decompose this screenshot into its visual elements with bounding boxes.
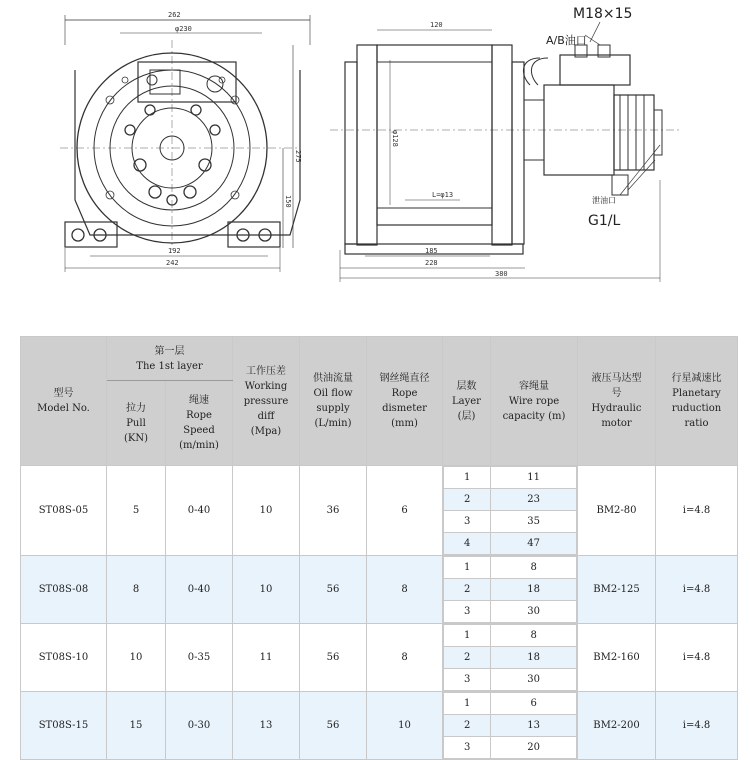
cell-pressure: 10 <box>233 466 300 556</box>
dim-bolt-spacing: 192 <box>168 247 181 255</box>
header-ratio <box>656 337 738 466</box>
table-row <box>21 466 738 556</box>
header-rope-dia-unit: (mm) <box>391 418 418 429</box>
dim-top-width: 262 <box>168 11 181 19</box>
cell-capacity: 35 <box>491 511 577 533</box>
dim-flange-dia: φ230 <box>175 25 192 33</box>
cell-capacity: 20 <box>491 737 577 759</box>
layer-row <box>444 557 577 579</box>
cell-motor: BM2-80 <box>578 466 656 556</box>
header-motor-en1: Hydraulic <box>591 403 642 414</box>
header-pressure-unit: (Mpa) <box>250 425 282 437</box>
layer-row <box>444 647 577 669</box>
header-capacity-en2: capacity (m) <box>502 410 566 422</box>
dim-inner: L=φ13 <box>432 191 454 199</box>
header-ratio-en1: Planetary <box>672 388 721 399</box>
cell-layer: 2 <box>444 647 491 669</box>
cell-layer-capacity <box>443 556 578 624</box>
layer-row <box>444 693 577 715</box>
callout-drain-label: 泄油口 <box>592 196 616 205</box>
header-oil-en1: Oil flow <box>313 388 353 399</box>
layer-row <box>444 511 577 533</box>
cell-ratio: i=4.8 <box>656 556 738 624</box>
header-pull-cn: 拉力 <box>126 402 146 414</box>
header-model-en: Model No. <box>37 403 90 414</box>
cell-layer-capacity <box>443 466 578 556</box>
header-model-cn: 型号 <box>53 388 74 399</box>
cell-layer: 3 <box>444 737 491 759</box>
layer-capacity-table <box>443 692 577 759</box>
header-speed-unit: (m/min) <box>179 440 219 451</box>
header-speed-en1: Rope <box>186 410 212 421</box>
cell-speed: 0-35 <box>166 624 233 692</box>
cell-capacity: 8 <box>491 557 577 579</box>
cell-capacity: 18 <box>491 647 577 669</box>
cell-model: ST08S-08 <box>21 556 107 624</box>
cell-layer: 3 <box>444 669 491 691</box>
cell-oil-flow: 56 <box>300 692 367 760</box>
spec-table-body <box>21 466 738 760</box>
cell-pressure: 11 <box>233 624 300 692</box>
layer-row <box>444 625 577 647</box>
header-capacity <box>491 337 578 466</box>
cell-pressure: 10 <box>233 556 300 624</box>
cell-rope-dia: 6 <box>367 466 443 556</box>
header-first-layer-en: The 1st layer <box>136 360 203 372</box>
table-row <box>21 556 738 624</box>
layer-row <box>444 737 577 759</box>
cell-rope-dia: 8 <box>367 556 443 624</box>
cell-capacity: 30 <box>491 601 577 623</box>
technical-drawing <box>0 0 750 320</box>
header-layer-unit: (层) <box>457 410 476 422</box>
cell-pressure: 13 <box>233 692 300 760</box>
header-oil-cn: 供油流量 <box>313 373 353 384</box>
cell-layer: 1 <box>444 557 491 579</box>
header-first-layer <box>107 337 233 381</box>
cell-speed: 0-30 <box>166 692 233 760</box>
cell-capacity: 47 <box>491 533 577 555</box>
cell-layer: 2 <box>444 579 491 601</box>
cell-layer: 2 <box>444 489 491 511</box>
cell-layer: 3 <box>444 511 491 533</box>
header-ratio-en2: ruduction <box>671 403 722 414</box>
header-motor-en2: motor <box>601 418 632 429</box>
header-rope-dia <box>367 337 443 466</box>
layer-row <box>444 533 577 555</box>
cell-capacity: 30 <box>491 669 577 691</box>
layer-capacity-table <box>443 466 577 555</box>
cell-layer: 1 <box>444 693 491 715</box>
cell-capacity: 18 <box>491 579 577 601</box>
header-pull <box>107 381 166 466</box>
header-oil <box>300 337 367 466</box>
layer-row <box>444 467 577 489</box>
dim-base-bolt: 185 <box>425 247 438 255</box>
header-capacity-en1: Wire rope <box>508 395 560 407</box>
header-pressure-en3: diff <box>257 410 275 422</box>
dim-base-length: 228 <box>425 259 438 267</box>
header-layer-cn: 层数 <box>456 380 477 392</box>
callout-drain-thread: G1/L <box>588 213 621 229</box>
header-layer-en: Layer <box>452 395 481 407</box>
side-view <box>330 22 680 282</box>
cell-oil-flow: 56 <box>300 556 367 624</box>
layer-row <box>444 489 577 511</box>
spec-table <box>20 336 738 760</box>
dim-height: 275 <box>294 150 302 163</box>
layer-row <box>444 715 577 737</box>
header-oil-en2: supply <box>316 403 350 414</box>
cell-model: ST08S-05 <box>21 466 107 556</box>
cell-pull: 10 <box>107 624 166 692</box>
header-motor-cn2: 号 <box>611 388 622 399</box>
cell-ratio: i=4.8 <box>656 624 738 692</box>
layer-capacity-table <box>443 556 577 623</box>
header-pressure-cn: 工作压差 <box>246 365 286 377</box>
header-oil-unit: (L/min) <box>314 418 352 429</box>
header-speed-en2: Speed <box>183 425 215 436</box>
cell-speed: 0-40 <box>166 466 233 556</box>
cell-model: ST08S-15 <box>21 692 107 760</box>
header-ratio-en3: ratio <box>684 418 709 429</box>
header-rope-dia-cn: 钢丝绳直径 <box>379 373 430 384</box>
cell-motor: BM2-200 <box>578 692 656 760</box>
header-model <box>21 337 107 466</box>
cell-layer: 2 <box>444 715 491 737</box>
cell-layer-capacity <box>443 624 578 692</box>
dim-base-width: 242 <box>166 259 179 267</box>
cell-oil-flow: 56 <box>300 624 367 692</box>
dim-center-height: 150 <box>284 195 292 208</box>
header-speed <box>166 381 233 466</box>
header-speed-cn: 绳速 <box>189 395 209 406</box>
cell-layer: 1 <box>444 467 491 489</box>
cell-capacity: 13 <box>491 715 577 737</box>
cell-rope-dia: 10 <box>367 692 443 760</box>
header-first-layer-cn: 第一层 <box>154 345 185 357</box>
cell-speed: 0-40 <box>166 556 233 624</box>
table-row <box>21 692 738 760</box>
header-rope-dia-en2: dismeter <box>382 403 427 414</box>
layer-row <box>444 669 577 691</box>
cell-pull: 15 <box>107 692 166 760</box>
table-row <box>21 624 738 692</box>
dim-drum-length: 120 <box>430 21 443 29</box>
header-rope-dia-en1: Rope <box>391 388 418 399</box>
layer-row <box>444 579 577 601</box>
cell-pull: 5 <box>107 466 166 556</box>
cell-capacity: 8 <box>491 625 577 647</box>
dim-drum-dia: φ128 <box>391 130 399 147</box>
cell-ratio: i=4.8 <box>656 692 738 760</box>
header-capacity-cn: 容绳量 <box>519 380 549 392</box>
cell-oil-flow: 36 <box>300 466 367 556</box>
callout-port-label: A/B油口 <box>546 34 587 47</box>
header-motor-cn1: 液压马达型 <box>591 373 642 384</box>
cell-motor: BM2-125 <box>578 556 656 624</box>
header-layer <box>443 337 491 466</box>
header-ratio-cn: 行星减速比 <box>671 373 722 384</box>
cell-layer: 3 <box>444 601 491 623</box>
cell-capacity: 23 <box>491 489 577 511</box>
callout-port-thread: M18×15 <box>573 6 633 22</box>
cell-pull: 8 <box>107 556 166 624</box>
header-pressure-en2: pressure <box>243 395 289 407</box>
header-pressure-en1: Working <box>244 380 288 392</box>
cell-layer: 4 <box>444 533 491 555</box>
dim-total-length: 380 <box>495 270 508 278</box>
layer-capacity-table <box>443 624 577 691</box>
cell-layer-capacity <box>443 692 578 760</box>
cell-capacity: 6 <box>491 693 577 715</box>
cell-layer: 1 <box>444 625 491 647</box>
cell-rope-dia: 8 <box>367 624 443 692</box>
header-motor <box>578 337 656 466</box>
cell-motor: BM2-160 <box>578 624 656 692</box>
cell-capacity: 11 <box>491 467 577 489</box>
header-pull-unit: (KN) <box>123 432 149 444</box>
header-pressure <box>233 337 300 466</box>
cell-ratio: i=4.8 <box>656 466 738 556</box>
front-view <box>60 15 310 272</box>
layer-row <box>444 601 577 623</box>
cell-model: ST08S-10 <box>21 624 107 692</box>
header-pull-en: Pull <box>126 417 146 429</box>
